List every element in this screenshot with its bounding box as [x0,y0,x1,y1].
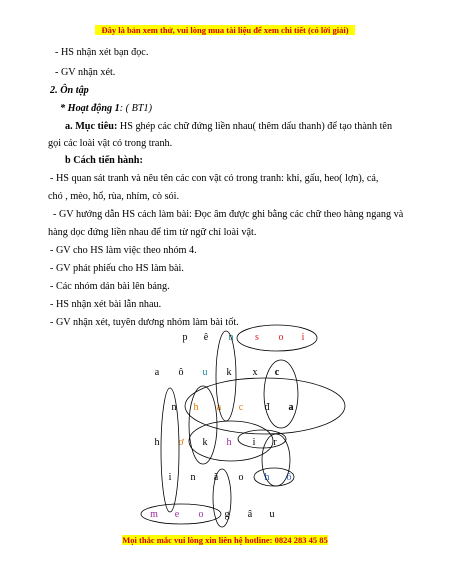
grid-letter: k [202,437,208,448]
text-line: gọi các loài vật có trong tranh. [48,138,173,149]
grid-letter: p [182,332,188,343]
oval-ca [264,360,298,428]
text-line: - HS nhận xét bạn đọc. [55,47,149,58]
grid-letter: e [174,509,180,520]
grid-letter: ô [286,472,292,483]
grid-letter: ơ [178,437,184,448]
activity-title: * Hoạt động 1 [60,103,120,114]
oval-heo [189,386,217,464]
text-line: chó , mèo, hổ, rùa, nhím, cò sói. [48,191,179,202]
grid-letter: ă [213,472,219,483]
section-heading: 2. Ôn tập [50,85,89,96]
grid-letter: o [198,509,204,520]
oval-gau [216,331,236,421]
grid-letter: h [154,437,160,448]
grid-letter: a [216,402,222,413]
text-line: - HS quan sát tranh và nêu tên các con vật có trong tranh: khỉ, gấu, heo( lợn), cá, [50,173,379,184]
text-line: - GV nhận xét. [55,67,116,78]
grid-letter: n [228,332,234,343]
oval-soi [237,325,317,351]
grid-letter: h [226,437,232,448]
grid-letter: o [238,472,244,483]
grid-letter: â [247,509,253,520]
oval-co [213,469,231,527]
oval-ho2 [254,468,294,486]
grid-letter: ê [203,332,209,343]
grid-letter: c [274,367,280,378]
grid-letter: a [154,367,160,378]
grid-letter: c [238,402,244,413]
grid-letter: k [226,367,232,378]
objective-text: HS ghép các chữ đứng liền nhau( thêm dấu thanh) để tạo thành tên [117,121,393,132]
oval-ho [238,430,286,448]
activity-subtitle: : ( BT1) [119,103,152,114]
grid-letter: o [278,332,284,343]
grid-letter: h [264,472,270,483]
oval-nhim [161,388,179,512]
grid-letter: đ [264,402,270,413]
grid-letter: r [273,437,277,448]
text-line: - GV nhận xét, tuyên dương nhóm làm bài tốt. [50,317,239,328]
text-line: - GV hướng dẫn HS cách làm bài: Đọc âm được ghi bằng các chữ theo hàng ngang và [53,209,404,220]
oval-rua [262,434,290,486]
oval-khi [189,421,273,461]
oval-meo [141,504,221,524]
grid-letter: x [252,367,258,378]
grid-letter: i [301,332,305,343]
grid-letter: u [202,367,208,378]
grid-letter: n [190,472,196,483]
grid-letter: a [288,402,294,413]
grid-letter: i [252,437,256,448]
grid-letter: u [269,509,275,520]
text-line: hàng dọc đứng liền nhau để tìm từ ngữ chỉ loài vật. [48,227,257,238]
text-line: - Các nhóm dán bài lên bảng. [50,281,170,292]
grid-letter: m [150,509,158,520]
grid-letter: i [168,472,172,483]
objective-label: a. Mục tiêu: [65,121,118,132]
procedure-heading: b Cách tiến hành: [65,155,143,166]
grid-letter: g [224,509,230,520]
grid-letter: ô [178,367,184,378]
grid-letter: h [193,402,199,413]
preview-banner: Đây là bản xem thử, vui lòng mua tài liệu để xem chi tiết (có lời giải) [95,25,355,35]
text-line: - GV cho HS làm việc theo nhóm 4. [50,245,197,256]
grid-letter: n [171,402,177,413]
grid-letter: s [255,332,259,343]
hotline-banner: Mọi thắc mắc vui lòng xin liên hệ hotline: 0824 283 45 85 [122,535,328,545]
text-line: - GV phát phiếu cho HS làm bài. [50,263,184,274]
text-line: - HS nhận xét bài lẫn nhau. [50,299,162,310]
